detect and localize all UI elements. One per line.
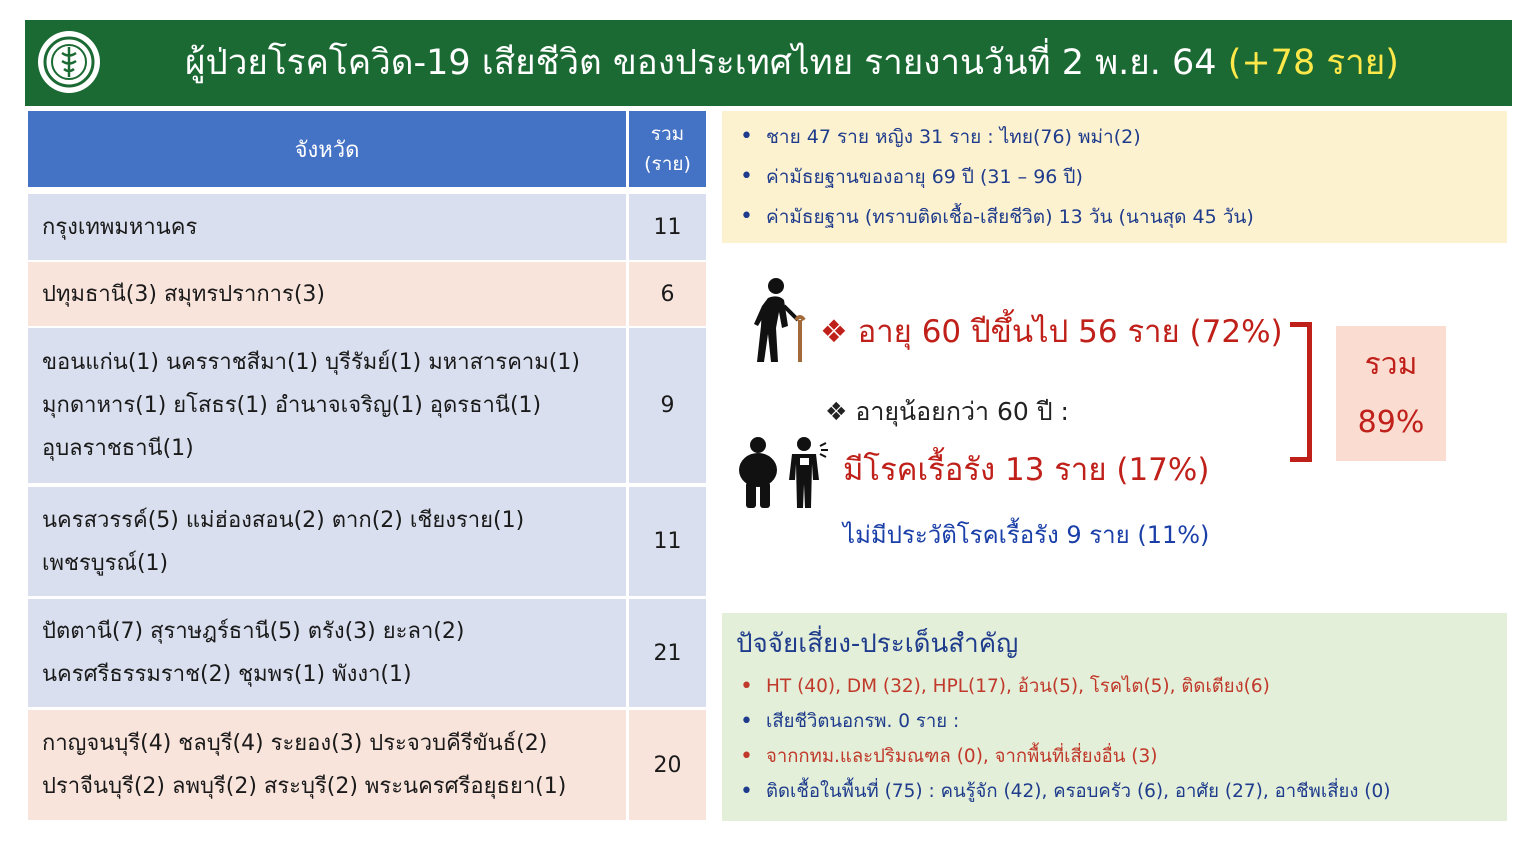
column-header-total-line2: (ราย) — [644, 153, 691, 175]
table-row-total: 20 — [629, 710, 706, 820]
younger-deaths-text: ❖ อายุน้อยกว่า 60 ปี : — [825, 397, 1069, 426]
moph-logo-icon — [38, 31, 100, 93]
chronic-disease-text: มีโรคเรื้อรัง 13 ราย (17%) — [843, 452, 1210, 488]
province-line: อุบลราชธานี(1) — [42, 436, 194, 461]
column-header-province: จังหวัด — [28, 111, 626, 187]
page-title — [185, 20, 1399, 106]
table-row-province — [28, 710, 626, 820]
sick-person-icon — [786, 436, 830, 510]
province-line: ปราจีนบุรี(2) ลพบุรี(2) สระบุรี(2) พระนครศรีอยุธยา(1) — [42, 774, 567, 799]
elderly-deaths-text: ❖ อายุ 60 ปีขึ้นไป 56 ราย (72%) — [820, 314, 1283, 350]
province-line: ปทุมธานี(3) สมุทรปราการ(3) — [42, 281, 325, 307]
risk-item: • HT (40), DM (32), HPL(17), อ้วน(5), โรคไต(5), ติดเตียง(6) — [736, 669, 1507, 704]
obese-person-icon — [737, 436, 779, 510]
province-line: มุกดาหาร(1) ยโสธร(1) อำนาจเจริญ(1) อุดรธานี(1) — [42, 393, 542, 418]
summary-bracket — [1290, 322, 1312, 462]
elderly-person-icon — [748, 276, 810, 364]
risk-factors-title: ปัจจัยเสี่ยง-ประเด็นสำคัญ — [736, 629, 1019, 659]
risk-factors-box — [722, 613, 1507, 821]
risk-item: • ติดเชื้อในพื้นที่ (75) : คนรู้จัก (42), ครอบครัว (6), อาศัย (27), อาชีพเสี่ยง (0) — [736, 774, 1507, 809]
risk-item: • เสียชีวิตนอกรพ. 0 ราย : — [736, 704, 1507, 739]
table-row-total: 11 — [629, 194, 706, 260]
table-row-province — [28, 328, 626, 483]
title-text: ผู้ป่วยโรคโควิด-19 เสียชีวิต ของประเทศไทย รายงานวันที่ 2 พ.ย. 64 — [185, 43, 1228, 83]
province-line: นครสวรรค์(5) แม่ฮ่องสอน(2) ตาก(2) เชียงราย(1) — [42, 507, 525, 533]
column-header-total — [629, 111, 706, 187]
table-row-province — [28, 487, 626, 596]
demographics-item: • ค่ามัธยฐาน (ทราบติดเชื้อ-เสียชีวิต) 13 วัน (นานสุด 45 วัน) — [736, 197, 1507, 237]
table-row-total: 11 — [629, 487, 706, 596]
province-line: เพชรบูรณ์(1) — [42, 550, 169, 576]
column-header-total-line1: รวม — [650, 123, 685, 145]
title-highlight: (+78 ราย) — [1227, 43, 1399, 83]
total-value: 89% — [1357, 404, 1425, 440]
table-row-province — [28, 194, 626, 260]
table-row-province — [28, 262, 626, 326]
province-line: ขอนแก่น(1) นครราชสีมา(1) บุรีรัมย์(1) มหาสารคาม(1) — [42, 350, 580, 375]
no-chronic-disease-text: ไม่มีประวัติโรคเรื้อรัง 9 ราย (11%) — [843, 521, 1210, 549]
table-row-province — [28, 599, 626, 707]
risk-item: • จากกทม.และปริมณฑล (0), จากพื้นที่เสี่ยงอื่น (3) — [736, 739, 1507, 774]
demographics-item: • ชาย 47 ราย หญิง 31 ราย : ไทย(76) พม่า(2) — [736, 117, 1507, 157]
province-line: นครศรีธรรมราช(2) ชุมพร(1) พังงา(1) — [42, 662, 412, 687]
total-label: รวม — [1364, 346, 1418, 382]
province-line: กรุงเทพมหานคร — [42, 214, 198, 240]
province-line: ปัตตานี(7) สุราษฎร์ธานี(5) ตรัง(3) ยะลา(2) — [42, 619, 465, 644]
table-row-total: 9 — [629, 328, 706, 483]
demographics-box — [722, 111, 1507, 243]
table-row-total: 21 — [629, 599, 706, 707]
table-row-total: 6 — [629, 262, 706, 326]
province-line: กาญจนบุรี(4) ชลบุรี(4) ระยอง(3) ประจวบคีรีขันธ์(2) — [42, 731, 548, 756]
demographics-item: • ค่ามัธยฐานของอายุ 69 ปี (31 – 96 ปี) — [736, 157, 1507, 197]
total-percent-box — [1336, 326, 1446, 461]
